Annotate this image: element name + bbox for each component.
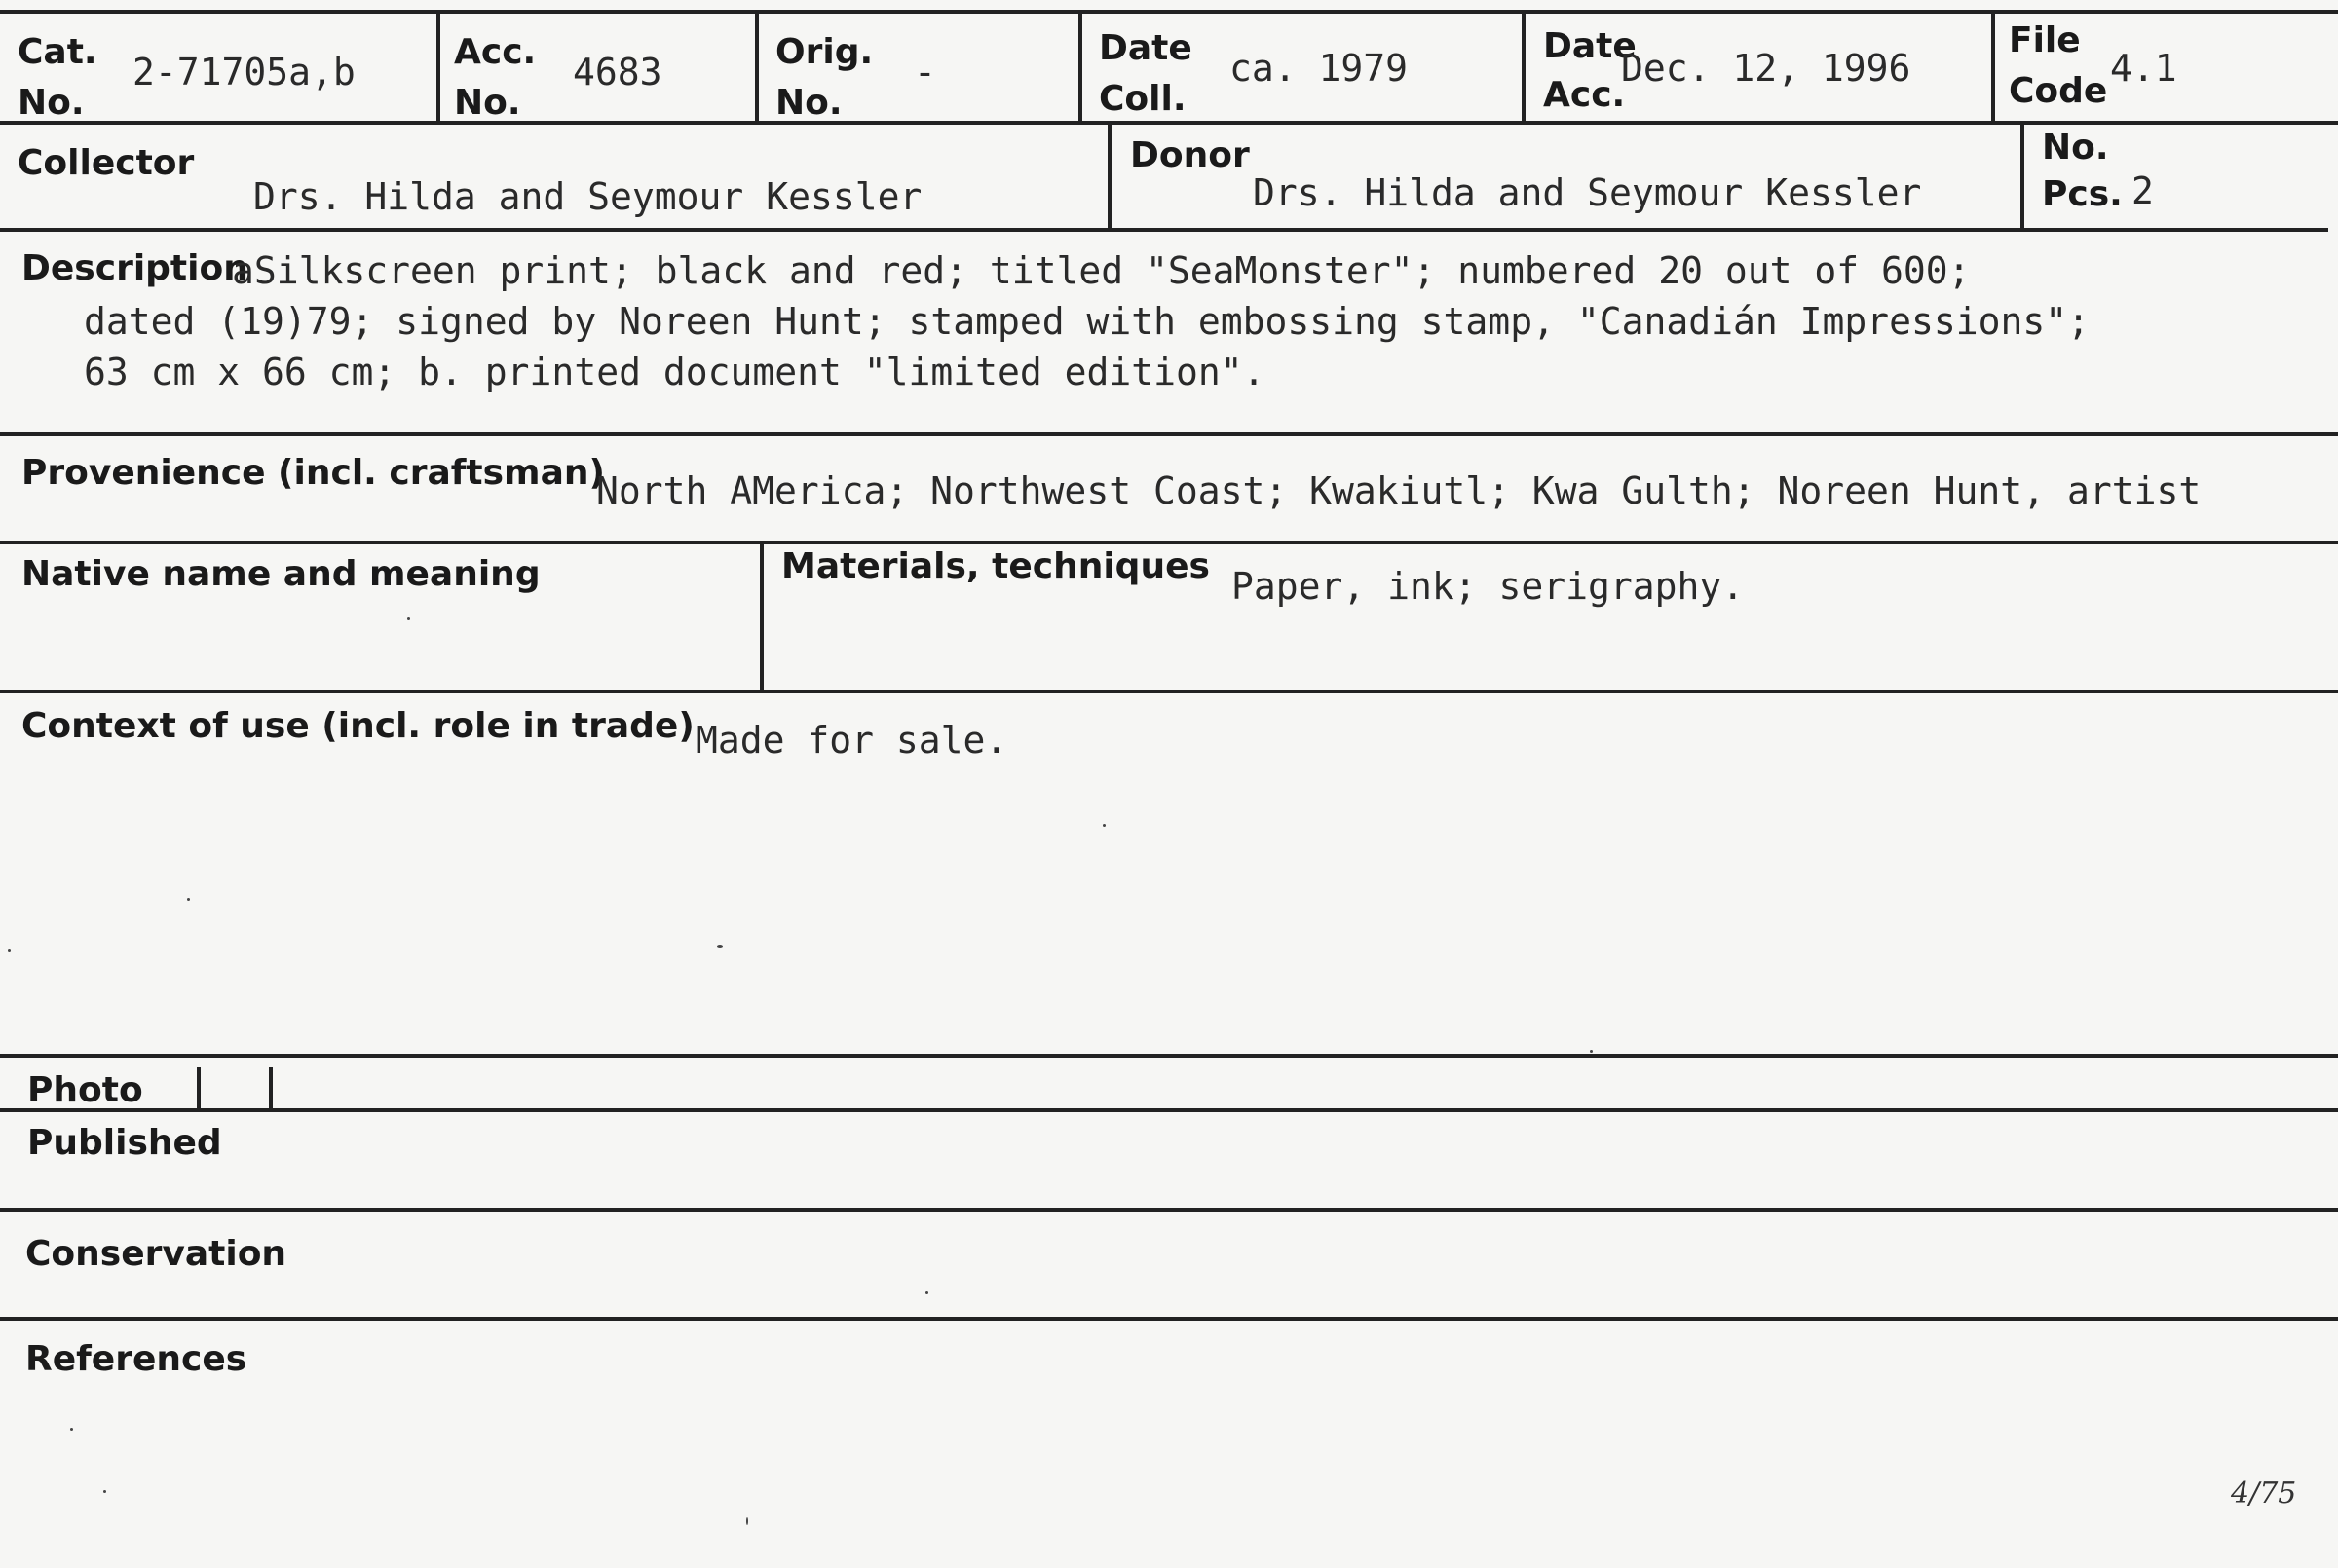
header-row-bottom-rule	[0, 121, 2338, 125]
collector-row-bottom-rule	[0, 228, 2328, 232]
context-of-use-label: Context of use (incl. role in trade)	[21, 706, 695, 746]
context-bottom-rule	[0, 1054, 2338, 1058]
context-of-use-value: Made for sale.	[696, 719, 1008, 762]
native-materials-bottom-rule	[0, 690, 2338, 693]
date-coll-value: ca. 1979	[1229, 47, 1409, 90]
no-pcs-value: 2	[2131, 169, 2154, 212]
file-code-label: File	[2009, 20, 2081, 60]
provenience-label: Provenience (incl. craftsman)	[21, 453, 605, 493]
top-rule	[0, 10, 2338, 14]
scan-speck	[1590, 1050, 1593, 1053]
file-code-value: 4.1	[2110, 47, 2177, 90]
handwritten-note: 4/75	[2231, 1476, 2297, 1511]
scan-speck	[103, 1490, 106, 1493]
dateacc-filecode-divider	[1991, 10, 1995, 125]
donor-value: Drs. Hilda and Seymour Kessler	[1253, 171, 1922, 214]
acc-orig-divider	[755, 10, 759, 125]
provenience-bottom-rule	[0, 541, 2338, 544]
file-code-label-2: Code	[2009, 71, 2108, 111]
scan-speck	[746, 1517, 748, 1525]
native-name-label: Native name and meaning	[21, 554, 541, 594]
published-bottom-rule	[0, 1208, 2338, 1212]
cat-no-label-2: No.	[18, 83, 85, 123]
collector-value: Drs. Hilda and Seymour Kessler	[253, 175, 923, 218]
scan-speck	[187, 898, 190, 901]
scan-speck	[8, 949, 11, 952]
donor-nopcs-divider	[2020, 123, 2024, 230]
collector-label: Collector	[18, 143, 195, 183]
conservation-bottom-rule	[0, 1317, 2338, 1321]
date-acc-value: Dec. 12, 1996	[1621, 47, 1911, 90]
photo-label: Photo	[27, 1070, 143, 1110]
description-label: Description	[21, 248, 248, 288]
date-acc-label-2: Acc.	[1543, 75, 1626, 115]
scan-speck	[407, 617, 410, 620]
photo-box-divider-1	[197, 1067, 201, 1110]
description-line-1: aSilkscreen print; black and red; titled "SeaMonster"; numbered 20 out of 600;	[232, 249, 1971, 292]
photo-box-divider-2	[269, 1067, 273, 1110]
date-coll-label-2: Coll.	[1099, 79, 1187, 119]
cat-acc-divider	[436, 10, 440, 125]
orig-no-label: Orig.	[775, 32, 874, 72]
description-line-2: dated (19)79; signed by Noreen Hunt; stamped with embossing stamp, "Canadián Impressions";	[84, 300, 2091, 343]
acc-no-label: Acc.	[454, 32, 537, 72]
datecoll-dateacc-divider	[1522, 10, 1526, 125]
collector-donor-divider	[1108, 123, 1112, 230]
no-pcs-label-2: Pcs.	[2042, 174, 2123, 214]
scan-speck	[70, 1428, 73, 1431]
description-line-3: 63 cm x 66 cm; b. printed document "limited edition".	[84, 351, 1265, 393]
acc-no-value: 4683	[573, 51, 662, 93]
conservation-label: Conservation	[25, 1234, 287, 1274]
cat-no-label: Cat.	[18, 32, 97, 72]
references-label: References	[25, 1339, 247, 1379]
native-materials-divider	[760, 542, 764, 691]
materials-label: Materials, techniques	[781, 546, 1210, 586]
date-coll-label: Date	[1099, 28, 1192, 68]
orig-datecoll-divider	[1078, 10, 1082, 125]
scan-speck	[925, 1291, 928, 1294]
provenience-value: North AMerica; Northwest Coast; Kwakiutl; Kwa Gulth; Noreen Hunt, artist	[596, 469, 2202, 512]
published-label: Published	[27, 1123, 222, 1163]
orig-no-label-2: No.	[775, 83, 843, 123]
description-bottom-rule	[0, 432, 2338, 436]
photo-row-bottom-rule	[0, 1108, 2338, 1112]
scan-speck	[717, 945, 723, 948]
cat-no-value: 2-71705a,b	[132, 51, 356, 93]
no-pcs-label: No.	[2042, 128, 2109, 168]
scan-speck	[1103, 824, 1106, 827]
acc-no-label-2: No.	[454, 83, 521, 123]
donor-label: Donor	[1130, 135, 1250, 175]
materials-value: Paper, ink; serigraphy.	[1231, 565, 1745, 608]
orig-no-value: -	[914, 51, 936, 93]
date-acc-label: Date	[1543, 26, 1637, 66]
